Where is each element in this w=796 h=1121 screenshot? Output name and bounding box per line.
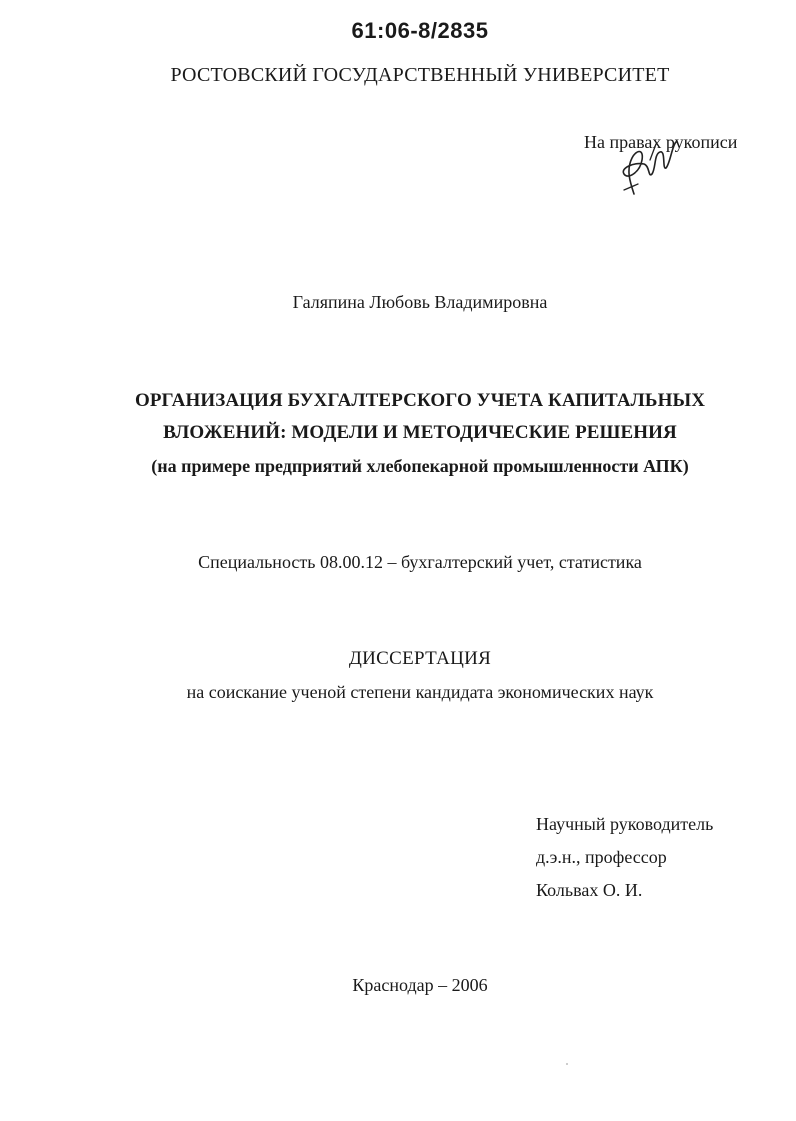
dissertation-subtitle: (на примере предприятий хлебопекарной промышленности АПК) <box>151 456 689 476</box>
dissertation-title-line-2: ВЛОЖЕНИЙ: МОДЕЛИ И МЕТОДИЧЕСКИЕ РЕШЕНИЯ <box>163 422 677 443</box>
supervisor-role: Научный руководитель <box>536 814 714 834</box>
supervisor-rank: д.э.н., профессор <box>536 847 667 867</box>
manuscript-rights-note: На правах рукописи <box>584 132 738 152</box>
scan-speck <box>566 1063 568 1065</box>
call-number: 61:06-8/2835 <box>351 18 489 43</box>
dissertation-title-line-1: ОРГАНИЗАЦИЯ БУХГАЛТЕРСКОГО УЧЕТА КАПИТАЛЬНЫХ <box>134 390 706 411</box>
supervisor-name: Кольвах О. И. <box>536 880 643 900</box>
specialty-line: Специальность 08.00.12 – бухгалтерский учет, статистика <box>198 552 642 572</box>
handwritten-signature <box>604 124 694 204</box>
place-and-year: Краснодар – 2006 <box>352 975 488 995</box>
document-type-heading: ДИССЕРТАЦИЯ <box>348 648 492 669</box>
university-name: РОСТОВСКИЙ ГОСУДАРСТВЕННЫЙ УНИВЕРСИТЕТ <box>170 64 670 86</box>
author-name: Галяпина Любовь Владимировна <box>292 292 548 312</box>
degree-description: на соискание ученой степени кандидата экономических наук <box>186 682 654 702</box>
